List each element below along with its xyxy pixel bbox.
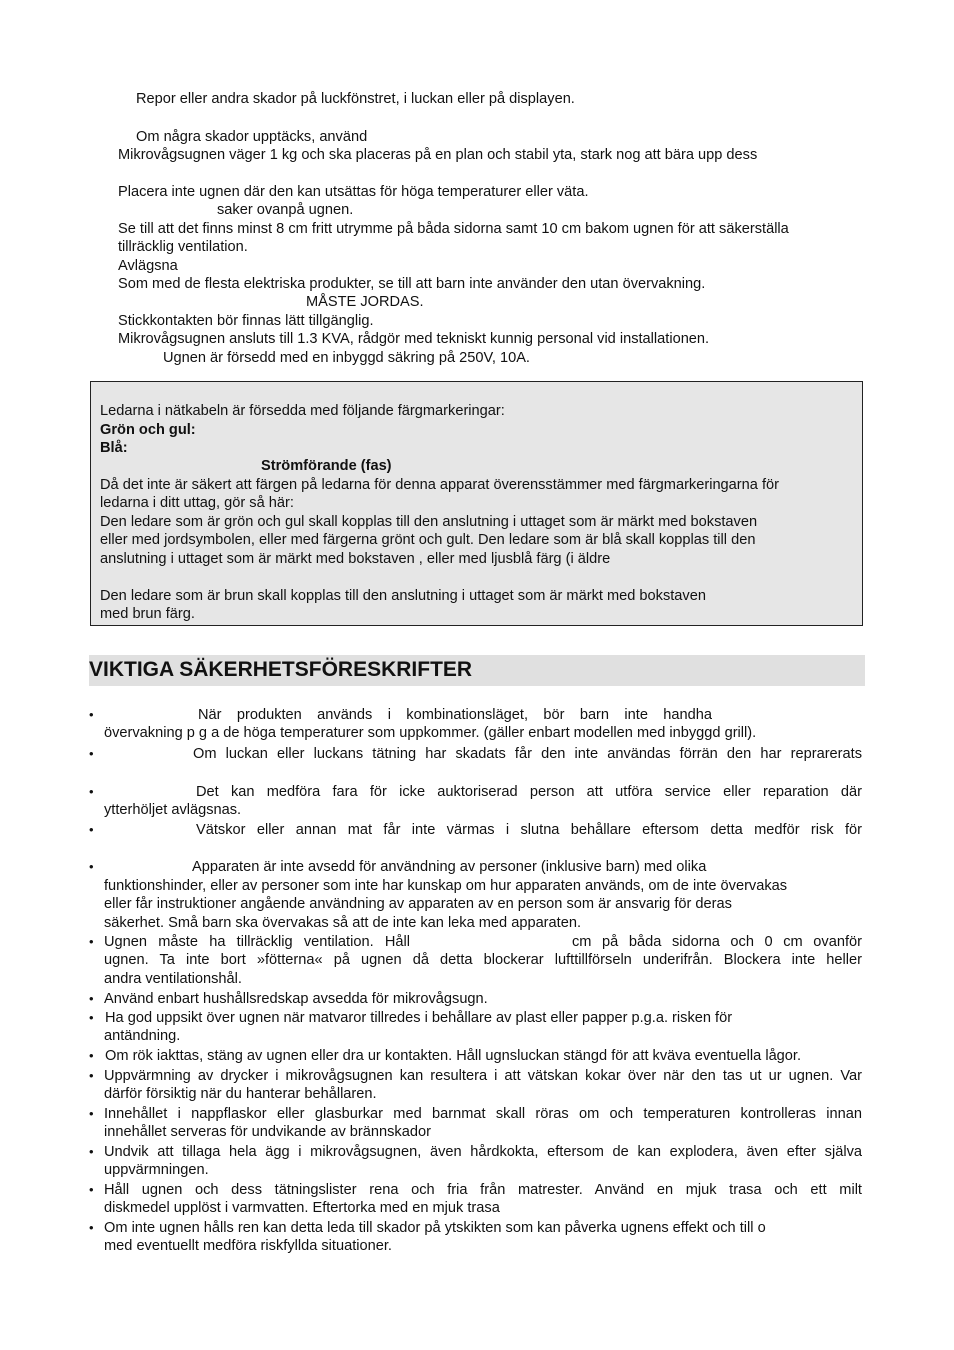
list-item-line: diskmedel upplöst i varmvatten. Eftertorka med en mjuk trasa	[104, 1200, 500, 1216]
bullet-icon: •	[89, 1144, 94, 1159]
text-line: Placera inte ugnen där den kan utsättas för höga temperaturer eller väta.	[118, 184, 589, 200]
text-line: Avlägsna	[118, 258, 178, 274]
list-item-line: säkerhet. Små barn ska övervakas så att de inte kan leka med apparaten.	[104, 915, 581, 931]
label-live: Strömförande (fas)	[261, 458, 392, 474]
list-item-line: Håll ugnen och dess tätningslister rena och fria från matrester. Använd en mjuk trasa och ett milt	[104, 1182, 862, 1198]
bullet-icon: •	[89, 934, 94, 949]
section-heading: VIKTIGA SÄKERHETSFÖRESKRIFTER	[89, 658, 473, 681]
text-line: Ugnen är försedd med en inbyggd säkring på 250V, 10A.	[163, 350, 530, 366]
list-item-line: Om inte ugnen hålls ren kan detta leda till skador på ytskikten som kan påverka ugnens effekt och till o	[104, 1220, 766, 1236]
text-line: med brun färg.	[100, 606, 195, 622]
bullet-icon: •	[89, 1182, 94, 1197]
bullet-icon: •	[89, 746, 94, 761]
text-line: Den ledare som är grön och gul skall kopplas till den anslutning i uttaget som är märkt med bokstaven	[100, 514, 758, 530]
list-item-line: Innehållet i nappflaskor eller glasburkar med barnmat skall röras om och temperaturen kontrolleras innan	[104, 1106, 862, 1122]
text-line: Då det inte är säkert att färgen på ledarna för denna apparat överensstämmer med färgmarkeringarna för	[100, 477, 779, 493]
text-line: Som med de flesta elektriska produkter, se till att barn inte använder den utan övervakning.	[118, 276, 706, 292]
text-line: MÅSTE JORDAS.	[306, 294, 424, 310]
text-line: Mikrovågsugnen väger 1 kg och ska placeras på en plan och stabil yta, stark nog att bära upp dess	[118, 147, 758, 163]
list-item-line: Undvik att tillaga hela ägg i mikrovågsugnen, även hårdkokta, eftersom de kan explodera, även efter själva	[104, 1144, 862, 1160]
list-item-line: eller får instruktioner angående användning av apparaten av en person som är ansvarig för deras	[104, 896, 732, 912]
list-item-line: uppvärmningen.	[104, 1162, 209, 1178]
bullet-icon: •	[89, 1048, 94, 1063]
list-item-line: ytterhöljet avlägsnas.	[104, 802, 242, 818]
label-blue: Blå:	[100, 440, 128, 456]
bullet-icon: •	[89, 859, 94, 874]
bullet-icon: •	[89, 1068, 94, 1083]
bullet-icon: •	[89, 1220, 94, 1235]
text-line: ledarna i ditt uttag, gör så här:	[100, 495, 294, 511]
bullet-icon: •	[89, 1010, 94, 1025]
text-line: anslutning i uttaget som är märkt med bokstaven , eller med ljusblå färg (i äldre	[100, 551, 611, 567]
list-item-line: funktionshinder, eller av personer som inte har kunskap om hur apparaten används, om de inte övervakas	[104, 878, 788, 894]
list-item-line: ugnen. Ta inte bort »fötterna« på ugnen då detta blockerar lufttillförseln underifrån. Blockera inte heller	[104, 952, 862, 968]
list-item-line: Använd enbart hushållsredskap avsedda för mikrovågsugn.	[104, 991, 488, 1007]
list-item-line: Ugnen måste ha tillräcklig ventilation. Håll	[104, 934, 410, 950]
section-heading-bar	[89, 655, 865, 686]
label-green-yellow: Grön och gul:	[100, 422, 196, 438]
list-item-line: Uppvärmning av drycker i mikrovågsugnen kan resultera i att vätskan kokar över när den tas ut ur ugnen. Var	[104, 1068, 862, 1084]
text-line: Se till att det finns minst 8 cm fritt utrymme på båda sidorna samt 10 cm bakom ugnen för att säkerställa	[118, 221, 789, 237]
list-item-line: Om rök iakttas, stäng av ugnen eller dra ur kontakten. Håll ugnsluckan stängd för att kväva eventuella lågor.	[105, 1048, 802, 1064]
text-line: Om några skador upptäcks, använd	[136, 129, 368, 145]
text-line: Mikrovågsugnen ansluts till 1.3 KVA, rådgör med tekniskt kunnig personal vid installationen.	[118, 331, 710, 347]
text-line: eller med jordsymbolen, eller med färgerna grönt och gult. Den ledare som är blå skall kopplas till den	[100, 532, 756, 548]
text-line: tillräcklig ventilation.	[118, 239, 248, 255]
list-item-line: cm på båda sidorna och 0 cm ovanför	[572, 934, 862, 950]
list-item-line: innehållet serveras för undvikande av brännskador	[104, 1124, 431, 1140]
list-item-line: Ha god uppsikt över ugnen när matvaror tillredes i behållare av plast eller papper p.g.a. risken för	[105, 1010, 733, 1026]
bullet-icon: •	[89, 991, 94, 1006]
list-item-line: Om luckan eller luckans tätning har skadats får den inte användas förrän den har reprarerats	[193, 746, 862, 762]
list-item-line: andra ventilationshål.	[104, 971, 242, 987]
text-line: Den ledare som är brun skall kopplas till den anslutning i uttaget som är märkt med bokstaven	[100, 588, 706, 604]
list-item-line: därför försiktig när du hanterar behållaren.	[104, 1086, 377, 1102]
text-line: saker ovanpå ugnen.	[217, 202, 354, 218]
wiring-intro: Ledarna i nätkabeln är försedda med följande färgmarkeringar:	[100, 403, 505, 419]
bullet-icon: •	[89, 822, 94, 837]
bullet-icon: •	[89, 784, 94, 799]
list-item-line: övervakning p g a de höga temperaturer som uppkommer. (gäller enbart modellen med inbyggd grill).	[104, 725, 757, 741]
list-item-line: Vätskor eller annan mat får inte värmas i slutna behållare eftersom detta medför risk för	[196, 822, 862, 838]
list-item-line: antändning.	[104, 1028, 181, 1044]
bullet-icon: •	[89, 707, 94, 722]
list-item-line: När produkten används i kombinationsläget, bör barn inte handha	[198, 707, 712, 723]
wiring-info-box	[90, 381, 863, 626]
list-item-line: med eventuellt medföra riskfyllda situationer.	[104, 1238, 392, 1254]
list-item-line: Apparaten är inte avsedd för användning av personer (inklusive barn) med olika	[192, 859, 707, 875]
text-line: Stickkontakten bör finnas lätt tillgänglig.	[118, 313, 374, 329]
list-item-line: Det kan medföra fara för icke auktoriserad person att utföra service eller reparation där	[196, 784, 862, 800]
bullet-icon: •	[89, 1106, 94, 1121]
text-line: Repor eller andra skador på luckfönstret, i luckan eller på displayen.	[136, 91, 575, 107]
